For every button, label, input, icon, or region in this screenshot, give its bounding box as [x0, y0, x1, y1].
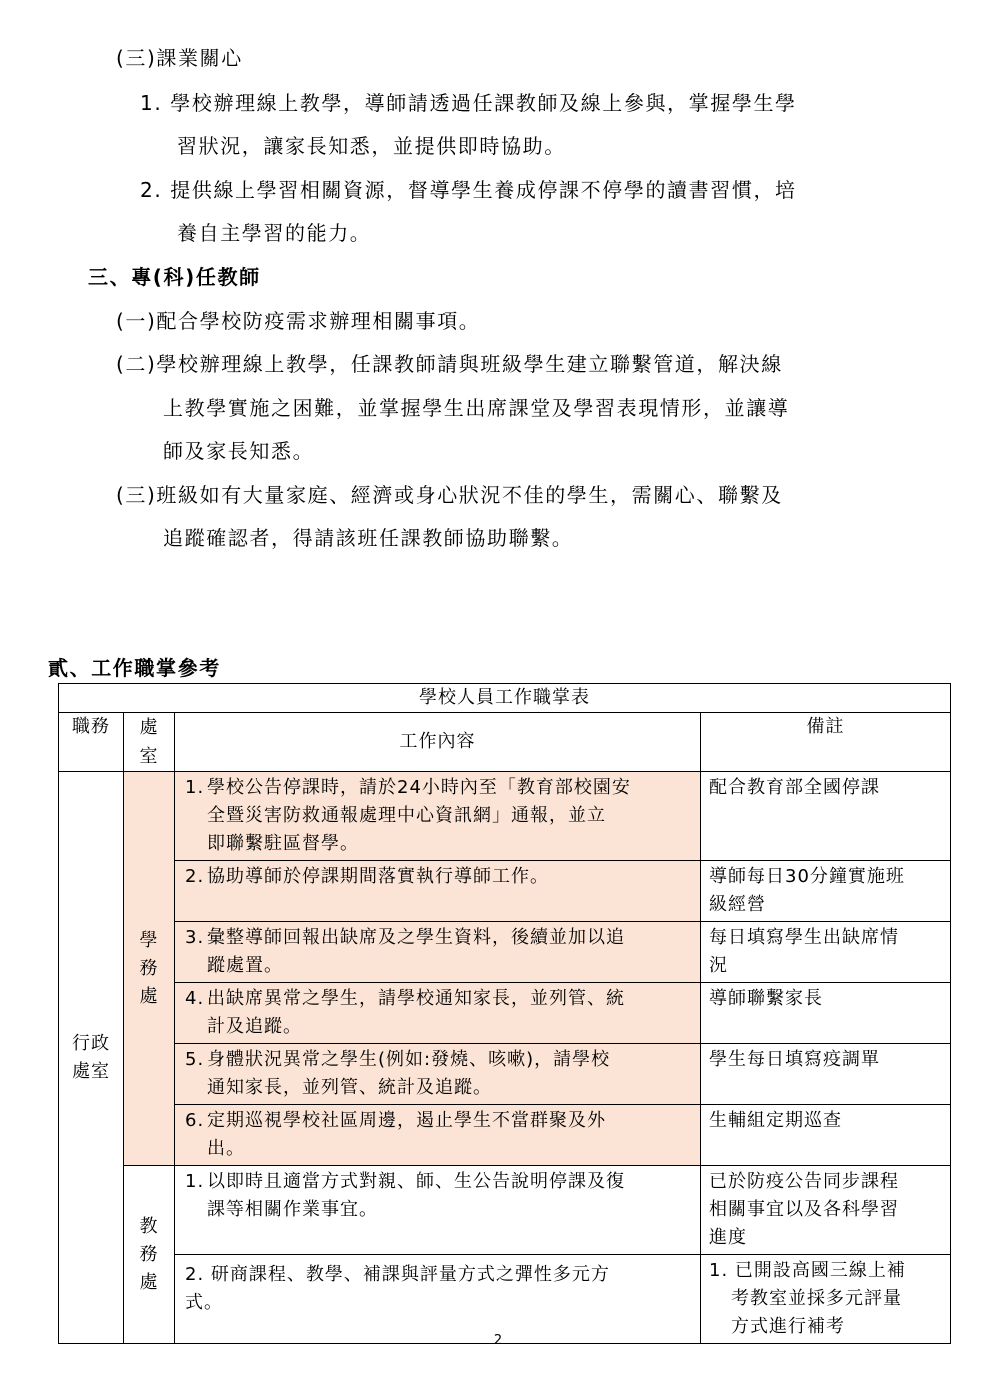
table-row [59, 1044, 951, 1105]
item-text: 蹤處置。 [207, 955, 283, 976]
item-text: 出。 [207, 1138, 245, 1159]
duty-item [175, 772, 701, 861]
remark-cell [701, 1255, 951, 1344]
item-text: 身體狀況異常之學生(例如:發燒、咳嗽)，請學校 [207, 1049, 611, 1070]
paragraph: (二)學校辦理線上教學，任課教師請與班級學生建立聯繫管道，解決線 [116, 352, 783, 376]
duty-item [175, 1166, 701, 1255]
list-item-continuation: 習狀況，讓家長知悉，並提供即時協助。 [177, 134, 566, 158]
list-item-continuation: 養自主學習的能力。 [177, 221, 372, 245]
remark-text: 已於防疫公告同步課程 [709, 1171, 899, 1192]
office-cell-academic-affairs [124, 1166, 175, 1344]
duty-item [175, 1044, 701, 1105]
header-office [124, 713, 175, 772]
item-number: 6. [185, 1110, 205, 1131]
item-text: 通知家長，並列管、統計及追蹤。 [207, 1077, 492, 1098]
table-row [59, 861, 951, 922]
remark-text: 進度 [709, 1227, 747, 1248]
header-remarks: 備註 [701, 713, 951, 772]
remark-text: 考教室並採多元評量 [731, 1288, 902, 1309]
item-text: 全暨災害防救通報處理中心資訊網」通報，並立 [207, 805, 606, 826]
item-number: 1. [185, 777, 205, 798]
remark-cell [701, 861, 951, 922]
table-row [59, 1166, 951, 1255]
office-label-academic-affairs: 教務處 [139, 1215, 159, 1293]
remark-cell: 生輔組定期巡查 [701, 1105, 951, 1166]
subheading-coursework-care: (三)課業關心 [116, 46, 243, 70]
duty-item [175, 861, 701, 922]
remark-cell [701, 1166, 951, 1255]
remark-text: 相關事宜以及各科學習 [709, 1199, 899, 1220]
paragraph: (三)班級如有大量家庭、經濟或身心狀況不佳的學生，需關心、聯繫及 [116, 483, 783, 507]
paragraph-continuation: 師及家長知悉。 [163, 439, 315, 463]
remark-text: 每日填寫學生出缺席情 [709, 927, 899, 948]
paragraph: (一)配合學校防疫需求辦理相關事項。 [116, 309, 481, 333]
remark-text: 況 [709, 955, 728, 976]
section-title-subject-teachers: 三、專(科)任教師 [88, 265, 261, 289]
item-text: 課等相關作業事宜。 [207, 1199, 378, 1220]
item-text: 2. 研商課程、教學、補課與評量方式之彈性多元方 [185, 1264, 610, 1285]
table-row [59, 922, 951, 983]
duty-item [175, 983, 701, 1044]
duty-item [175, 1105, 701, 1166]
table-row [59, 983, 951, 1044]
item-text: 協助導師於停課期間落實執行導師工作。 [207, 866, 549, 887]
section-title-job-duties: 貳、工作職掌參考 [48, 656, 221, 680]
remark-cell: 學生每日填寫疫調單 [701, 1044, 951, 1105]
office-cell-student-affairs [124, 772, 175, 1166]
item-number: 4. [185, 988, 205, 1009]
list-item: 2. 提供線上學習相關資源，督導學生養成停課不停學的讀書習慣，培 [140, 178, 797, 202]
duty-item [175, 1255, 701, 1344]
table-row [59, 772, 951, 861]
group-label: 行政處室 [72, 1032, 110, 1082]
item-text: 學校公告停課時，請於24小時內至「教育部校園安 [207, 777, 631, 798]
remark-cell: 導師聯繫家長 [701, 983, 951, 1044]
item-text: 計及追蹤。 [207, 1016, 302, 1037]
remark-text: 級經營 [709, 894, 766, 915]
remark-text: 1. 已開設高國三線上補 [709, 1260, 906, 1281]
page-number: 2 [493, 1333, 503, 1348]
item-number: 1. [185, 1171, 205, 1192]
remark-cell: 配合教育部全國停課 [701, 772, 951, 861]
item-number: 5. [185, 1049, 205, 1070]
table-caption: 學校人員工作職掌表 [59, 684, 951, 713]
table-row [59, 1255, 951, 1344]
table-row [59, 1105, 951, 1166]
duty-table [58, 683, 951, 1344]
remark-cell [701, 922, 951, 983]
paragraph-continuation: 追蹤確認者，得請該班任課教師協助聯繫。 [163, 526, 574, 550]
item-text: 出缺席異常之學生，請學校通知家長，並列管、統 [207, 988, 625, 1009]
item-text: 彙整導師回報出缺席及之學生資料，後續並加以追 [207, 927, 625, 948]
remark-text: 導師每日30分鐘實施班 [709, 866, 905, 887]
item-text: 定期巡視學校社區周邊，遏止學生不當群聚及外 [207, 1110, 606, 1131]
remark-text: 方式進行補考 [731, 1316, 845, 1337]
duty-item [175, 922, 701, 983]
item-text: 式。 [185, 1292, 223, 1313]
header-office-text: 處室 [139, 717, 159, 767]
list-item: 1. 學校辦理線上教學，導師請透過任課教師及線上參與，掌握學生學 [140, 91, 797, 115]
group-cell [59, 772, 124, 1344]
item-text: 即聯繫駐區督學。 [207, 833, 359, 854]
header-position: 職務 [59, 713, 124, 772]
item-number: 3. [185, 927, 205, 948]
item-number: 2. [185, 866, 205, 887]
item-text: 以即時且適當方式對親、師、生公告說明停課及復 [207, 1171, 625, 1192]
paragraph-continuation: 上教學實施之困難，並掌握學生出席課堂及學習表現情形，並讓導 [163, 396, 790, 420]
header-content: 工作內容 [175, 713, 701, 772]
office-label-student-affairs: 學務處 [139, 929, 159, 1007]
